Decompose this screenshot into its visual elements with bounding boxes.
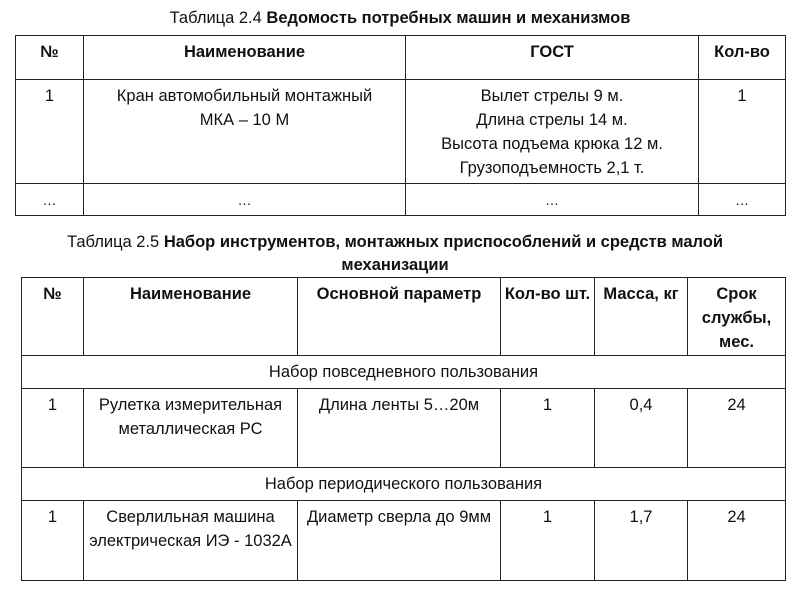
header-life: Срок службы, мес.	[688, 278, 786, 356]
header-gost: ГОСТ	[406, 36, 699, 80]
gost-line: Длина стрелы 14 м.	[476, 111, 628, 129]
table-row	[22, 389, 786, 468]
header-name: Наименование	[84, 278, 298, 356]
header-mass: Масса, кг	[595, 278, 688, 356]
cell-param: Диаметр сверла до 9мм	[298, 501, 501, 581]
header-qty: Кол-во	[699, 36, 786, 80]
ellipsis-cell: …	[699, 184, 786, 216]
cell-qty: 1	[501, 389, 595, 468]
cell-name: Рулетка измерительная металлическая РС	[84, 389, 298, 468]
cell-name	[84, 80, 406, 184]
header-param: Основной параметр	[298, 278, 501, 356]
ellipsis-cell: …	[16, 184, 84, 216]
header-name: Наименование	[84, 36, 406, 80]
cell-num: 1	[16, 80, 84, 184]
cell-mass: 0,4	[595, 389, 688, 468]
table2-caption	[0, 231, 795, 277]
cell-life: 24	[688, 501, 786, 581]
tools-table	[21, 277, 786, 581]
ellipsis-row	[16, 184, 786, 216]
gost-line: Грузоподъемность 2,1 т.	[459, 159, 645, 177]
cell-mass: 1,7	[595, 501, 688, 581]
header-num: №	[16, 36, 84, 80]
cell-num: 1	[22, 389, 84, 468]
table1-caption-prefix: Таблица 2.4	[169, 9, 262, 27]
group-title: Набор повседневного пользования	[22, 356, 786, 389]
cell-life: 24	[688, 389, 786, 468]
table2-caption-prefix: Таблица 2.5	[67, 233, 160, 251]
cell-name: Сверлильная машина электрическая ИЭ - 1032А	[84, 501, 298, 581]
table1-caption	[0, 7, 800, 30]
table2-caption-title-line2: механизации	[341, 256, 449, 274]
header-qty: Кол-во шт.	[501, 278, 595, 356]
name-line: Кран автомобильный монтажный	[116, 87, 373, 105]
machines-table	[15, 35, 786, 216]
table-header-row	[16, 36, 786, 80]
group-title: Набор периодического пользования	[22, 468, 786, 501]
header-num: №	[22, 278, 84, 356]
cell-num: 1	[22, 501, 84, 581]
gost-line: Вылет стрелы 9 м.	[480, 87, 624, 105]
table-row	[16, 80, 786, 184]
cell-gost	[406, 80, 699, 184]
gost-line: Высота подъема крюка 12 м.	[441, 135, 663, 153]
group-row	[22, 356, 786, 389]
table1-caption-title: Ведомость потребных машин и механизмов	[266, 9, 631, 27]
table2-caption-title-line1: Набор инструментов, монтажных приспособлений и средств малой	[163, 233, 723, 251]
cell-qty: 1	[501, 501, 595, 581]
ellipsis-cell: …	[84, 184, 406, 216]
name-line: МКА – 10 М	[199, 111, 290, 129]
cell-param: Длина ленты 5…20м	[298, 389, 501, 468]
group-row	[22, 468, 786, 501]
table-row	[22, 501, 786, 581]
ellipsis-cell: …	[406, 184, 699, 216]
cell-qty: 1	[699, 80, 786, 184]
table-header-row	[22, 278, 786, 356]
